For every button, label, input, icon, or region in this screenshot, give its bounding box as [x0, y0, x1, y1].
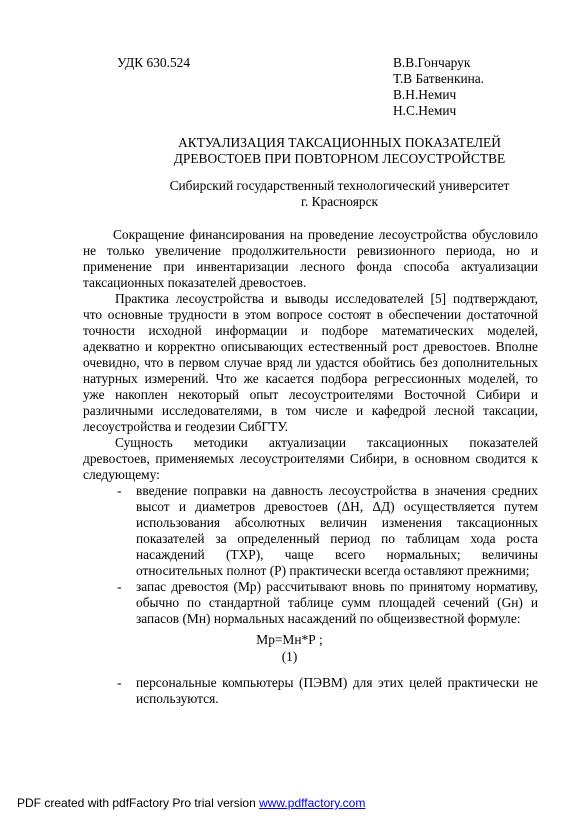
text-line: запасов (Мн) нормальных насаждений по общеизвестной формуле: [136, 611, 521, 626]
paragraph-essence [83, 435, 538, 483]
text-line: относительных полнот (Р) практически всегда оставляют прежними; [136, 563, 530, 578]
text-line: персональные компьютеры (ПЭВМ) для этих целей практически не [136, 675, 538, 690]
author-name: В.В.Гончарук [393, 55, 471, 70]
text-line: использования абсолютных величин изменения таксационных [136, 515, 538, 530]
udc-code: УДК 630.524 [117, 55, 191, 70]
text-line: уже накоплен некоторый опыт лесоустроителями Восточной Сибири и [83, 387, 538, 402]
formula-expression: Мр=Мн*Р ; [256, 632, 323, 647]
text-line: Сущность методики актуализации таксационных показателей [115, 435, 538, 450]
formula-number: (1) [281, 649, 298, 664]
formula [0, 632, 579, 666]
text-line: обычно по стандартной таблице сумм площадей сечений (Gн) и [136, 595, 538, 610]
author-name: В.Н.Немич [393, 87, 457, 102]
text-line: очевидно, что в первом случае вряд ли удастся обойтись без дополнительных [83, 355, 538, 370]
text-line: не только увеличение продолжительности ревизионного периода, но и [83, 243, 538, 258]
title-line: АКТУАЛИЗАЦИЯ ТАКСАЦИОННЫХ ПОКАЗАТЕЛЕЙ [178, 135, 501, 150]
text-line: натурных измерений. Что же касается подбора регрессионных моделей, то [83, 371, 538, 386]
text-line: лесоустройства и геодезии СибГТУ. [83, 419, 288, 434]
text-line: высот и диаметров древостоев (ΔН, ΔД) осуществляется путем [136, 499, 538, 514]
bullet-dash: - [117, 675, 122, 690]
text-line: применение при инвентаризации лесного фонда способа актуализации [83, 259, 538, 274]
text-line: различными исследователями, в том числе и кафедрой лесной таксации, [83, 403, 538, 418]
text-line: насаждений (ТХР), чаще всего нормальных; величины [136, 547, 538, 562]
text-line: используются. [136, 691, 219, 706]
paper-title [100, 135, 579, 167]
bullet-text [136, 675, 538, 707]
text-line: показателей за определенный период по таблицам хода роста [136, 531, 538, 546]
text-line: Практика лесоустройства и выводы исследователей [5] подтверждают, [115, 291, 538, 306]
bullet-text [136, 579, 538, 627]
text-line: следующему: [83, 467, 160, 482]
footer-link[interactable]: www.pdffactory.com [259, 796, 366, 810]
text-line: запас древостоя (Мр) рассчитывают вновь по принятому нормативу, [136, 579, 538, 594]
author-name: Т.В Батвенкина. [393, 71, 485, 86]
author-name: Н.С.Немич [393, 103, 457, 118]
text-line: введение поправки на давность лесоустройства в значения средних [136, 483, 538, 498]
bullet-dash: - [117, 579, 122, 594]
text-line: адекватно и корректно описывающих естественный рост древостоев. Вполне [83, 339, 538, 354]
paragraph-intro [83, 227, 538, 291]
text-line: точности исходной информации и подборе математических моделей, [83, 323, 538, 338]
paragraph-practice [83, 291, 538, 435]
text-line: Сокращение финансирования на проведение лесоустройства обусловило [113, 227, 538, 242]
affiliation [100, 178, 579, 210]
text-line: таксационных показателей древостоев. [83, 275, 307, 290]
bullet-dash: - [117, 483, 122, 498]
footer-text: PDF created with pdfFactory Pro trial version [17, 796, 260, 810]
author-list [393, 55, 484, 119]
title-line: ДРЕВОСТОЕВ ПРИ ПОВТОРНОМ ЛЕСОУСТРОЙСТВЕ [173, 151, 506, 166]
text-line: древостоев, применяемых лесоустроителями Сибири, в основном сводится к [83, 451, 538, 466]
bullet-text [136, 483, 538, 579]
pdf-footer [17, 796, 365, 810]
text-line: что основные трудности в этом вопросе состоят в обеспечении достаточной [83, 307, 538, 322]
affiliation-line: г. Красноярск [300, 194, 379, 209]
affiliation-line: Сибирский государственный технологический университет [169, 178, 510, 193]
